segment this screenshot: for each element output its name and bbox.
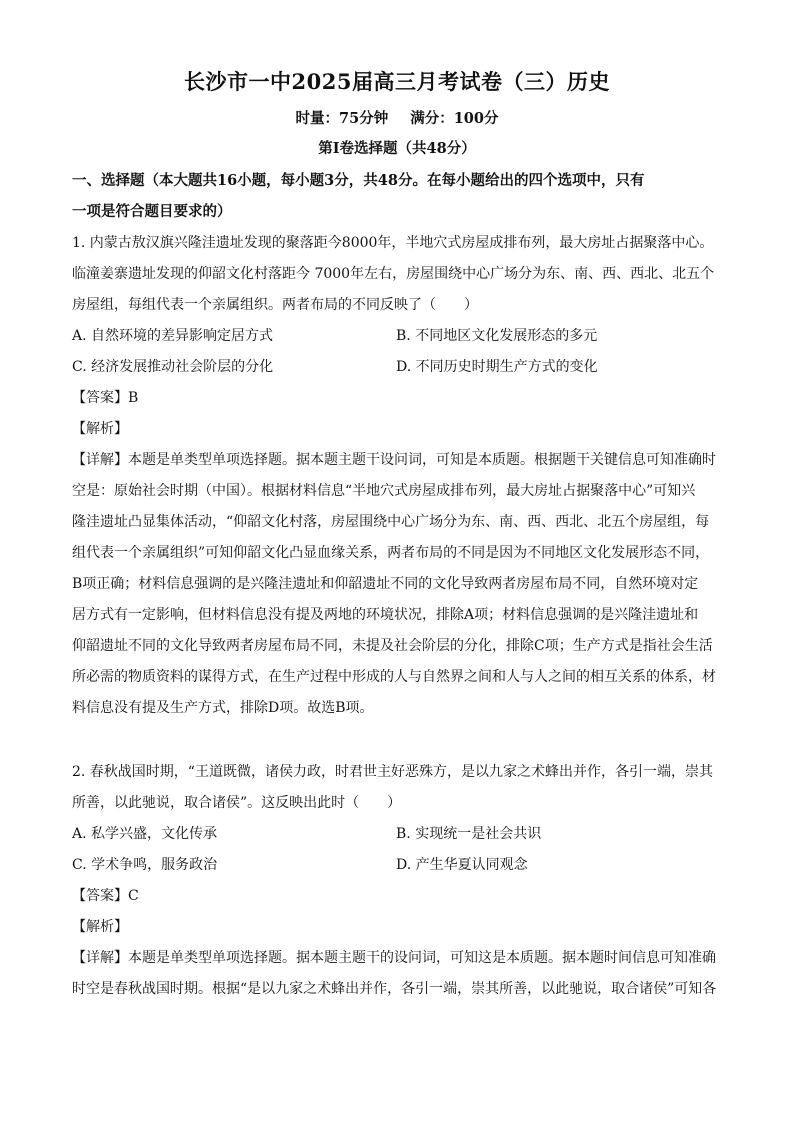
q2-analysis-label: 【解析】 — [72, 919, 128, 935]
q1-option-row — [72, 352, 722, 383]
q2-options — [72, 819, 722, 881]
instruction-line: 一、选择题（本大题共16小题，每小题3分，共48分。在每小题给出的四个选项中，只有 — [72, 172, 645, 189]
q1-detail-line: 所必需的物质资料的谋得方式，在生产过程中形成的人与自然界之间和人与人之间的相互关系的体系，材 — [72, 669, 716, 685]
q1-detail-line: 组代表一个亲属组织”可知仰韶文化凸显血缘关系，两者布局的不同是因为不同地区文化发展形态不同， — [72, 545, 710, 561]
q1-answer: 【答案】B — [72, 390, 139, 406]
q2-detail-line: 【详解】本题是单类型单项选择题。据本题主题干的设问词，可知这是本质题。据本题时间信息可知准确 — [72, 950, 716, 966]
exam-meta — [0, 107, 794, 128]
exam-score: 满分：100分 — [410, 110, 499, 127]
q1-option-a: A. 自然环境的差异影响定居方式 — [72, 328, 274, 344]
q2-option-d: D. 产生华夏认同观念 — [396, 857, 528, 873]
q1-option-d: D. 不同历史时期生产方式的变化 — [396, 359, 598, 375]
instruction-line: 一项是符合题目要求的） — [72, 203, 232, 220]
q1-detail-line: 空是：原始社会时期（中国）。根据材料信息“半地穴式房屋成排布列，最大房址占据聚落中心”可知兴 — [72, 483, 696, 499]
q2-stem-line: 2. 春秋战国时期，“王道既微，诸侯力政，时君世主好恶殊方，是以九家之术蜂出并作，各引一端，崇其 — [72, 764, 713, 780]
page-title: 长沙市一中2025届高三月考试卷（三）历史 — [184, 69, 610, 94]
q1-option-row — [72, 321, 722, 352]
q1-answer-block — [72, 383, 722, 724]
q1-option-c: C. 经济发展推动社会阶层的分化 — [72, 359, 274, 375]
q2-option-a: A. 私学兴盛，文化传承 — [72, 826, 218, 842]
q1-option-b: B. 不同地区文化发展形态的多元 — [396, 328, 598, 344]
q2-stem — [72, 757, 722, 819]
q2-answer: 【答案】C — [72, 888, 139, 904]
q1-detail-line: 隆洼遗址凸显集体活动，“仰韶文化村落，房屋围绕中心广场分为东、南、西、西北、北五个房屋组，每 — [72, 514, 710, 530]
q1-analysis-label: 【解析】 — [72, 421, 128, 437]
q2-detail-line: 时空是春秋战国时期。根据“是以九家之术蜂出并作，各引一端，崇其所善，以此驰说，取合诸侯”可知各 — [72, 981, 717, 997]
exam-time: 时量：75分钟 — [295, 110, 389, 127]
q2-answer-block — [72, 881, 722, 1005]
q2-option-row — [72, 850, 722, 881]
q1-detail-line: B项正确；材料信息强调的是兴隆洼遗址和仰韶遗址不同的文化导致两者房屋布局不同，自然环境对定 — [72, 576, 699, 592]
q2-stem-line: 所善，以此驰说，取合诸侯”。这反映出此时（ ） — [72, 795, 402, 811]
section-heading: 第Ⅰ卷选择题（共48分） — [318, 140, 476, 157]
instructions — [72, 166, 732, 228]
q1-detail-line: 居方式有一定影响，但材料信息没有提及两地的环境状况，排除A项；材料信息强调的是兴隆洼遗址和 — [72, 607, 699, 623]
q1-stem — [72, 228, 722, 321]
q1-stem-line: 房屋组，每组代表一个亲属组织。两者布局的不同反映了（ ） — [72, 297, 478, 313]
q1-options — [72, 321, 722, 383]
q2-option-row — [72, 819, 722, 850]
q1-stem-line: 临潼姜寨遗址发现的仰韶文化村落距今 7000年左右，房屋围绕中心广场分为东、南、西、西北、北五个 — [72, 266, 715, 282]
q2-option-b: B. 实现统一是社会共识 — [396, 826, 542, 842]
q1-detail-line: 【详解】本题是单类型单项选择题。据本题主题干设问词，可知是本质题。根据题干关键信息可知准确时 — [72, 452, 716, 468]
q1-stem-line: 1. 内蒙古敖汉旗兴隆洼遗址发现的聚落距今8000年，半地穴式房屋成排布列，最大房址占据聚落中心。 — [72, 235, 714, 251]
q2-option-c: C. 学术争鸣，服务政治 — [72, 857, 218, 873]
q1-detail-line: 仰韶遗址不同的文化导致两者房屋布局不同，未提及社会阶层的分化，排除C项；生产方式是指社会生活 — [72, 638, 713, 654]
q1-detail-line: 料信息没有提及生产方式，排除D项。故选B项。 — [72, 700, 374, 716]
